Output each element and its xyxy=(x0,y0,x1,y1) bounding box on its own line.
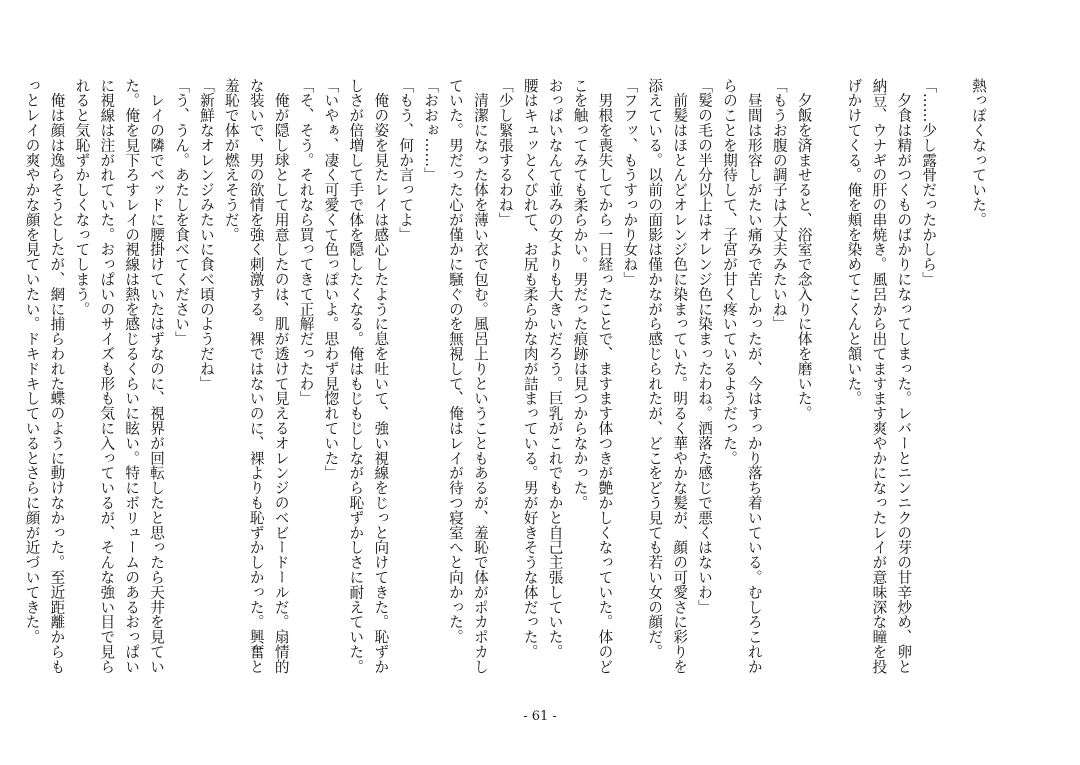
text-line: げかけてくる。俺を頬を染めてこくんと頷いた。 xyxy=(845,78,863,406)
text-line: 俺の姿を見たレイは感心したように息を吐いて、強い視線をじっと向けてきた。恥ずか xyxy=(372,78,390,674)
text-line: 熱っぽくなっていた。 xyxy=(970,78,987,227)
text-line: 添えている。以前の面影は僅かながら感じられたが、どこをどう見ても若い女の顔だ。 xyxy=(646,78,664,660)
text-line: れると気恥ずかしくなってしまう。 xyxy=(73,78,91,317)
text-line: た。俺を見下ろすレイの視線は熱を感じるくらいに眩い。特にボリュームのあるおっぱい xyxy=(123,78,141,674)
text-line: 「新鮮なオレンジみたいに食べ頃のようだね」 xyxy=(197,78,215,391)
text-line: らのことを期待して、子宮が甘く疼いているようだった。 xyxy=(720,78,738,466)
vertical-text-body xyxy=(23,78,990,682)
text-line: 夕飯を済ませると、浴室で念入りに体を磨いた。 xyxy=(795,78,813,421)
text-line: 「フフッ、もうすっかり女ね」 xyxy=(621,78,639,287)
text-line: 俺が隠し球として用意したのは、肌が透けて見えるオレンジのベビードールだ。扇情的 xyxy=(272,78,290,674)
blank-line xyxy=(940,78,965,682)
text-line: 腰はキュッとくびれて、お尻も柔らかな肉が詰まっている。男が好きそうな体だった。 xyxy=(521,78,539,660)
text-line: 「少し緊張するわね」 xyxy=(496,78,514,227)
text-line: に視線は注がれていた。おっぱいのサイズも形も気に入っているが、そんな強い目で見ら xyxy=(98,78,116,674)
text-line: 「もうお腹の調子は大丈夫みたいね」 xyxy=(770,78,788,332)
text-line: 「髪の毛の半分以上はオレンジ色に染まったわね。洒落た感じで悪くはないわ」 xyxy=(696,78,714,615)
text-line: 昼間は形容しがたい痛みで苦しかったが、今はすっかり落ち着いている。むしろこれか xyxy=(745,78,763,674)
text-line: 前髪はほとんどオレンジ色に染まっていた。明るく華やかな髪が、顔の可愛さに彩りを xyxy=(671,78,689,674)
text-line: 「いやぁ、凄く可愛くて色っぽいよ。思わず見惚れていた」 xyxy=(322,78,340,481)
text-line: っとレイの爽やかな顔を見ていたい。ドキドキしているとさらに顔が近づいてきた。 xyxy=(23,78,41,645)
text-line: 夕食は精がつくものばかりになってしまった。レバーとニンニクの芽の甘辛炒め、卵と xyxy=(895,78,913,674)
text-line: 「う、うん。あたしを食べてください」 xyxy=(173,78,190,347)
text-line: 男根を喪失してから一日経ったことで、ますます体つきが艶かしくなっていた。体のど xyxy=(596,78,614,674)
text-line: な装いで、男の欲情を強く刺激する。裸ではないのに、裸よりも恥ずかしかった。興奮と xyxy=(247,78,265,674)
text-line: 納豆、ウナギの肝の串焼き。風呂から出てますます爽やかになったレイが意味深な瞳を投 xyxy=(870,78,888,674)
text-line: 「おおぉ……」 xyxy=(422,78,440,183)
text-line: こを触ってみても柔らかい。男だった痕跡は見つからなかった。 xyxy=(571,78,589,511)
text-line: 「もう、何か言ってよ」 xyxy=(397,78,415,242)
text-line: しさが倍増して手で体を隠したくなる。俺はもじもじしながら恥ずかしさに耐えていた。 xyxy=(347,78,365,674)
text-line: 俺は顔は逸らそうとしたが、網に捕らわれた蝶のように動けなかった。至近距離からも xyxy=(48,78,66,674)
text-line: 羞恥で体が燃えそうだ。 xyxy=(222,78,240,242)
blank-line xyxy=(816,78,841,682)
text-line: レイの隣でベッドに腰掛けていたはずなのに、視界が回転したと思ったら天井を見てい xyxy=(148,78,166,674)
text-line: 清潔になった体を薄い衣で包む。風呂上りということもあるが、羞恥で体がポカポカし xyxy=(471,78,489,674)
text-line: 「……少し露骨だったかしら」 xyxy=(920,78,938,287)
text-line: おっぱいなんて並みの女よりも大きいだろう。巨乳がこれでもかと自己主張していた。 xyxy=(546,78,564,660)
text-line: ていた。男だった心が僅かに騒ぐのを無視して、俺はレイが待つ寝室へと向かった。 xyxy=(446,78,464,645)
page-number: - 61 - xyxy=(523,709,557,724)
text-line: 「そ、そう。それなら買ってきて正解だったわ」 xyxy=(297,78,315,406)
